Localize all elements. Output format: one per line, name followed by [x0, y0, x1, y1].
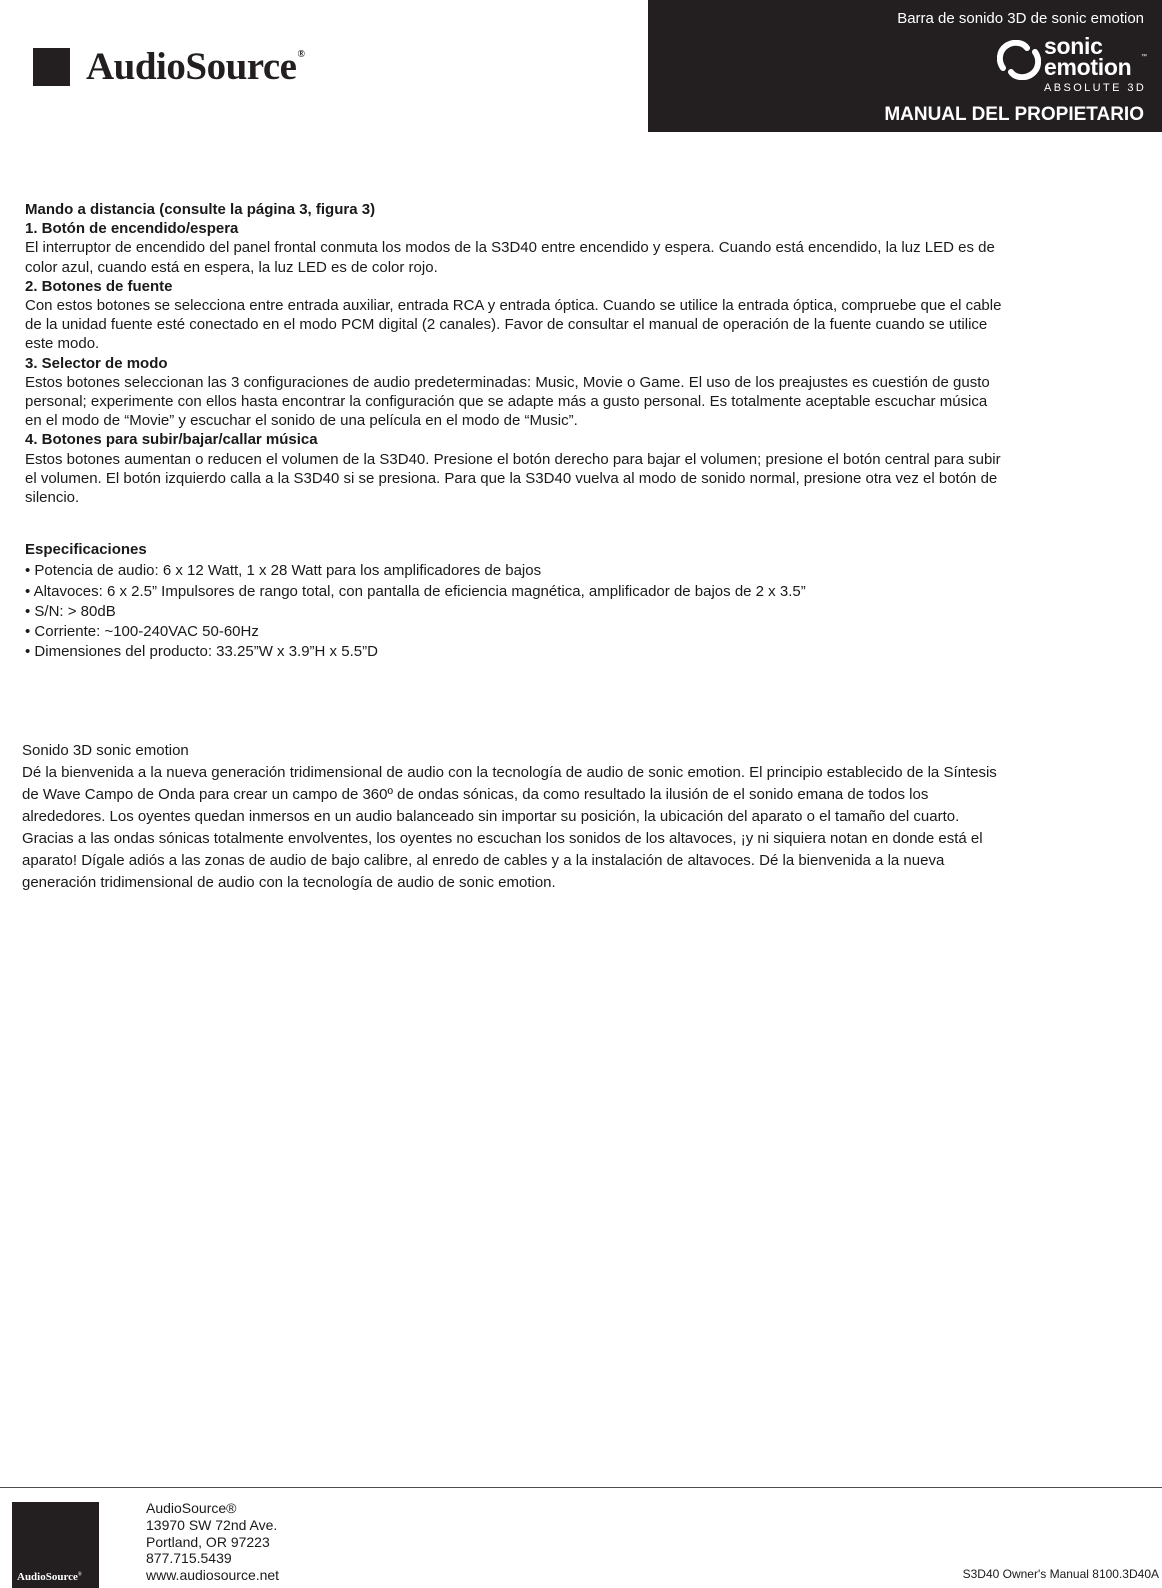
specs-section: [25, 539, 806, 662]
specs-heading: Especificaciones: [25, 541, 147, 558]
footer-logo: [12, 1502, 99, 1588]
audiosource-logo: AudioSource®: [86, 45, 305, 88]
sonic-emotion-logo-icon: [997, 40, 1041, 80]
document-code: S3D40 Owner's Manual 8100.3D40A: [962, 1567, 1159, 1581]
specs-item: • Altavoces: 6 x 2.5” Impulsores de rango total, con pantalla de eficiencia magnética, amplificador de bajos de 2 x 3.5”: [25, 583, 806, 600]
specs-item: • Corriente: ~100-240VAC 50-60Hz: [25, 623, 259, 640]
logo-square: [33, 48, 70, 86]
remote-item-title: 1. Botón de encendido/espera: [25, 220, 239, 238]
header-box: [648, 0, 1162, 132]
remote-item-title: 4. Botones para subir/bajar/callar música: [25, 431, 318, 449]
remote-item-text: Estos botones aumentan o reducen el volumen de la S3D40. Presione el botón derecho para bajar el volumen; presione el botón central para subir el volumen. El botón izquierdo calla a la S3D40 si se presiona. Para que la S3D40 vuelva al modo de sonido normal, presione otra vez el botón de silencio.: [25, 450, 1001, 507]
trademark-mark: ™: [1141, 54, 1147, 60]
remote-item-text: El interruptor de encendido del panel frontal conmuta los modos de la S3D40 entre encendido y espera. Cuando está encendido, la luz LED es de color azul, cuando está en espera, la luz LED es de color rojo.: [25, 239, 995, 276]
sonic3d-heading: Sonido 3D sonic emotion: [22, 742, 189, 759]
address-line: Portland, OR 97223: [146, 1533, 270, 1550]
remote-item-text: Estos botones seleccionan las 3 configuraciones de audio predeterminadas: Music, Movie o Game. El uso de los preajustes es cuestión de gusto personal; experimente con ellos hasta encontrar la configuración que se adapte más a gusto personal. Es totalmente aceptable escuchar música en el modo de “Movie” y escuchar el sonido de una película en el modo de “Music”.: [25, 373, 990, 430]
footer-divider: [0, 1487, 1162, 1488]
page-title: MANUAL DEL PROPIETARIO: [884, 104, 1144, 125]
remote-section: [25, 200, 1005, 507]
remote-item-title: 3. Selector de modo: [25, 354, 168, 372]
remote-heading: Mando a distancia (consulte la página 3, figura 3): [25, 201, 376, 218]
address-website-link[interactable]: www.audiosource.net: [146, 1567, 280, 1584]
footer-address: [146, 1500, 279, 1584]
sonic-tagline: ABSOLUTE 3D: [1044, 82, 1147, 94]
sonic3d-section: [22, 740, 1007, 894]
specs-item: • Potencia de audio: 6 x 12 Watt, 1 x 28 Watt para los amplificadores de bajos: [25, 562, 542, 579]
sonic3d-text: Dé la bienvenida a la nueva generación tridimensional de audio con la tecnología de audio de sonic emotion. El principio establecido de la Síntesis de Wave Campo de Onda para crear un campo de 360º de ondas sónicas, da como resultado la ilusión de el sonido emana de todos los alrededores. Los oyentes quedan inmersos en un audio balanceado sin importar su posición, la ubicación del aparato o el tamaño del cuarto. Gracias a las ondas sónicas totalmente envolventes, los oyentes no escuchan los sonidos de los altavoces, ¡y ni siquiera notan en donde está el aparato! Dígale adiós a las zonas de audio de bajo calibre, al enredo de cables y a la instalación de altavoces. Dé la bienvenida a la nueva generación tridimensional de audio con la tecnología de audio de sonic emotion.: [22, 764, 997, 891]
remote-item-text: Con estos botones se selecciona entre entrada auxiliar, entrada RCA y entrada óptica. Cuando se utilice la entrada óptica, compruebe que el cable de la unidad fuente esté conectado en el modo PCM digital (2 canales). Favor de consultar el manual de operación de la fuente cuando se utilice este modo.: [25, 297, 1002, 353]
address-line: 13970 SW 72nd Ave.: [146, 1516, 278, 1533]
header-subtitle: Barra de sonido 3D de sonic emotion: [897, 10, 1144, 27]
sonic-emotion-wordmark: sonic emotion: [1044, 33, 1132, 80]
remote-item-title: 2. Botones de fuente: [25, 277, 173, 295]
specs-item: • Dimensiones del producto: 33.25”W x 3.9”H x 5.5”D: [25, 643, 378, 660]
footer-logo-text: AudioSource®: [17, 1571, 82, 1583]
address-line: AudioSource®: [146, 1500, 237, 1516]
specs-item: • S/N: > 80dB: [25, 603, 116, 620]
address-phone: 877.715.5439: [146, 1550, 232, 1567]
